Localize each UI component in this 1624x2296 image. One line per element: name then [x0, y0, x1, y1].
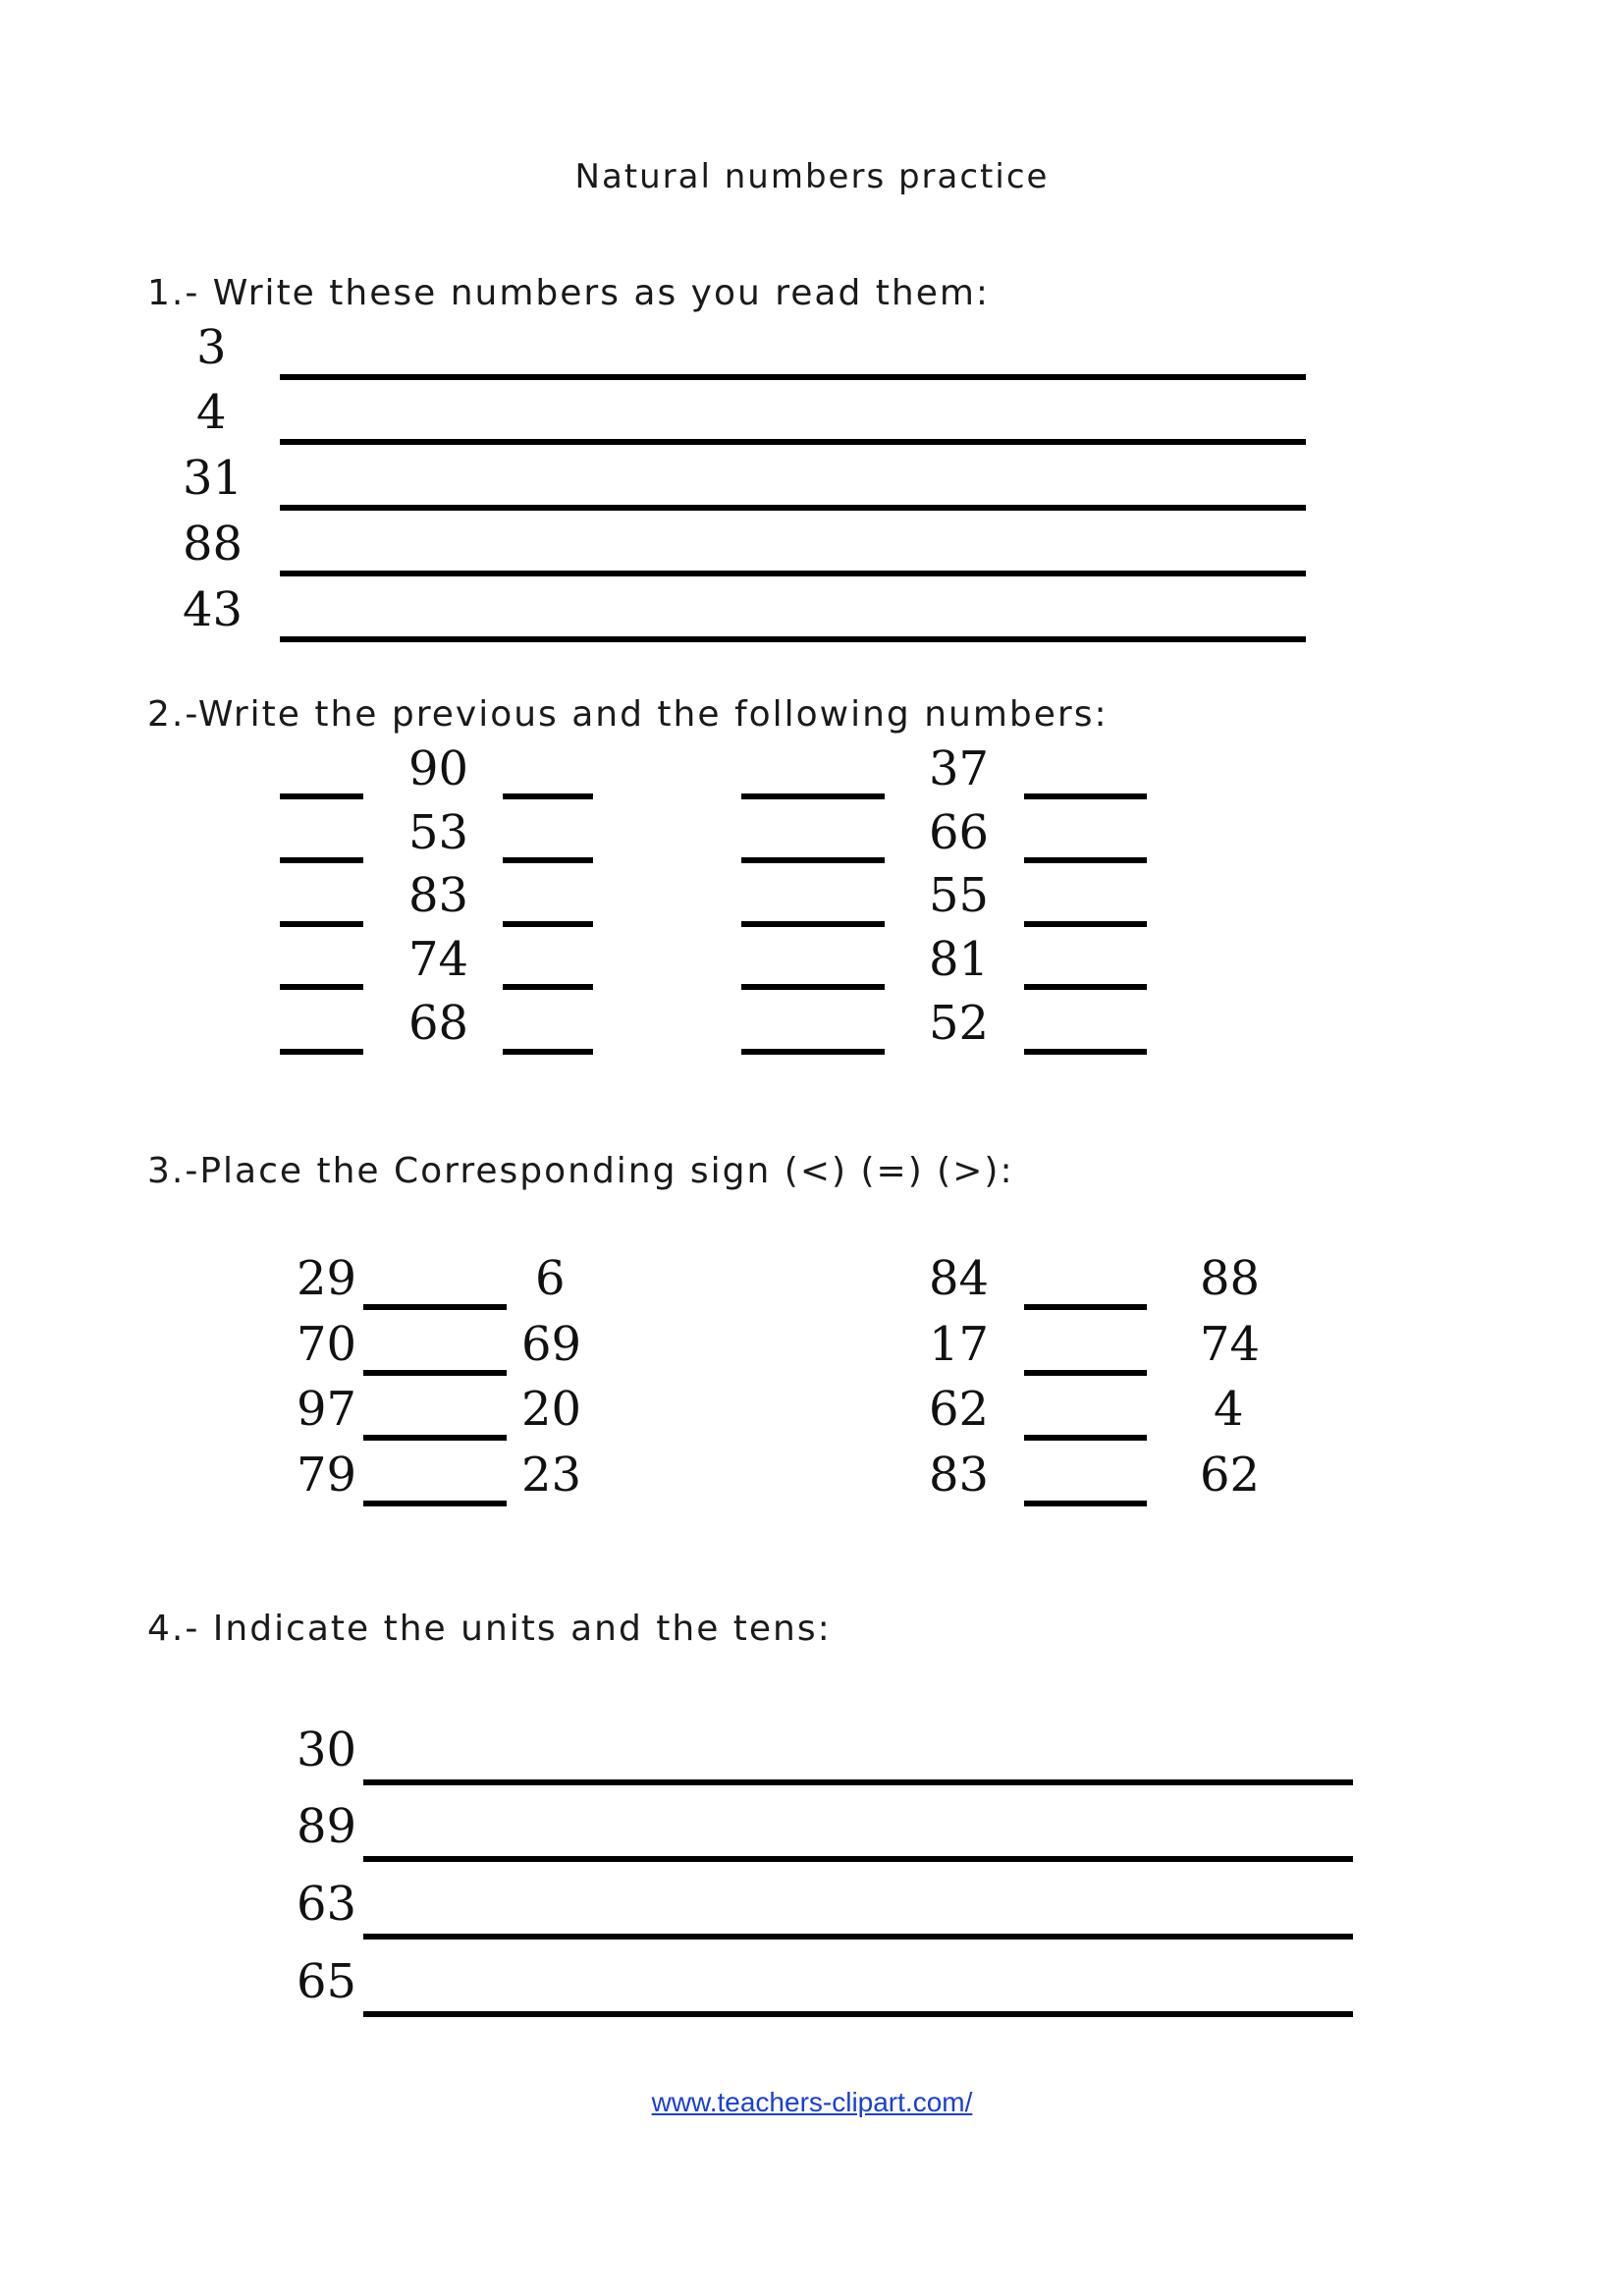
- website-link[interactable]: www.teachers-clipart.com/: [651, 2087, 973, 2117]
- q1-answer-line[interactable]: [280, 505, 1306, 511]
- q4-answer-line[interactable]: [363, 1779, 1353, 1785]
- compare-right-number: 4: [1214, 1382, 1244, 1437]
- sign-blank[interactable]: [363, 1435, 507, 1441]
- following-blank[interactable]: [1024, 1049, 1147, 1055]
- q1-answer-line[interactable]: [280, 636, 1306, 642]
- q4-heading: 4.- Indicate the units and the tens:: [147, 1609, 832, 1649]
- q2-number: 83: [408, 868, 469, 923]
- q3-heading: 3.-Place the Corresponding sign (<) (=) (>):: [147, 1151, 1014, 1191]
- previous-blank[interactable]: [280, 1049, 363, 1055]
- q2-number: 74: [408, 932, 469, 987]
- q4-number: 63: [297, 1877, 357, 1932]
- page-title: Natural numbers practice: [574, 157, 1050, 196]
- compare-left-number: 29: [297, 1251, 357, 1306]
- compare-left-number: 97: [297, 1382, 357, 1437]
- q1-number: 43: [183, 582, 244, 637]
- previous-blank[interactable]: [280, 857, 363, 863]
- following-blank[interactable]: [1024, 793, 1147, 799]
- compare-left-number: 62: [929, 1382, 990, 1437]
- sign-blank[interactable]: [363, 1370, 507, 1376]
- q1-answer-line[interactable]: [280, 374, 1306, 380]
- q2-number: 53: [408, 805, 469, 860]
- following-blank[interactable]: [1024, 984, 1147, 990]
- previous-blank[interactable]: [741, 793, 885, 799]
- q2-number: 37: [929, 741, 990, 796]
- sign-blank[interactable]: [363, 1304, 507, 1310]
- following-blank[interactable]: [503, 1049, 593, 1055]
- sign-blank[interactable]: [1024, 1370, 1147, 1376]
- sign-blank[interactable]: [1024, 1435, 1147, 1441]
- compare-left-number: 84: [929, 1251, 990, 1306]
- compare-right-number: 74: [1200, 1317, 1261, 1372]
- following-blank[interactable]: [503, 984, 593, 990]
- q1-number: 31: [183, 451, 244, 506]
- previous-blank[interactable]: [741, 857, 885, 863]
- q4-answer-line[interactable]: [363, 2011, 1353, 2017]
- compare-left-number: 70: [297, 1317, 357, 1372]
- q2-number: 55: [929, 868, 990, 923]
- compare-right-number: 69: [521, 1317, 582, 1372]
- q1-number: 88: [183, 517, 244, 572]
- previous-blank[interactable]: [741, 984, 885, 990]
- q4-number: 30: [297, 1722, 357, 1777]
- q1-heading: 1.- Write these numbers as you read them:: [147, 273, 991, 313]
- q2-number: 52: [929, 996, 990, 1051]
- following-blank[interactable]: [1024, 857, 1147, 863]
- previous-blank[interactable]: [741, 1049, 885, 1055]
- previous-blank[interactable]: [280, 921, 363, 927]
- compare-left-number: 79: [297, 1448, 357, 1503]
- compare-right-number: 88: [1200, 1251, 1261, 1306]
- previous-blank[interactable]: [741, 921, 885, 927]
- q4-number: 89: [297, 1799, 357, 1854]
- compare-right-number: 62: [1200, 1448, 1261, 1503]
- q4-number: 65: [297, 1954, 357, 2009]
- q1-number: 4: [196, 385, 227, 440]
- following-blank[interactable]: [503, 921, 593, 927]
- compare-right-number: 20: [521, 1382, 582, 1437]
- sign-blank[interactable]: [1024, 1304, 1147, 1310]
- following-blank[interactable]: [503, 793, 593, 799]
- q4-answer-line[interactable]: [363, 1934, 1353, 1940]
- previous-blank[interactable]: [280, 984, 363, 990]
- q1-answer-line[interactable]: [280, 439, 1306, 445]
- q2-number: 66: [929, 805, 990, 860]
- q4-answer-line[interactable]: [363, 1856, 1353, 1862]
- sign-blank[interactable]: [363, 1501, 507, 1506]
- q2-number: 90: [408, 741, 469, 796]
- sign-blank[interactable]: [1024, 1501, 1147, 1506]
- compare-left-number: 17: [929, 1317, 990, 1372]
- q1-number: 3: [196, 320, 227, 375]
- compare-left-number: 83: [929, 1448, 990, 1503]
- compare-right-number: 23: [521, 1448, 582, 1503]
- previous-blank[interactable]: [280, 793, 363, 799]
- compare-right-number: 6: [535, 1251, 566, 1306]
- q2-number: 81: [929, 932, 990, 987]
- q2-heading: 2.-Write the previous and the following numbers:: [147, 694, 1109, 735]
- following-blank[interactable]: [1024, 921, 1147, 927]
- following-blank[interactable]: [503, 857, 593, 863]
- q1-answer-line[interactable]: [280, 571, 1306, 576]
- q2-number: 68: [408, 996, 469, 1051]
